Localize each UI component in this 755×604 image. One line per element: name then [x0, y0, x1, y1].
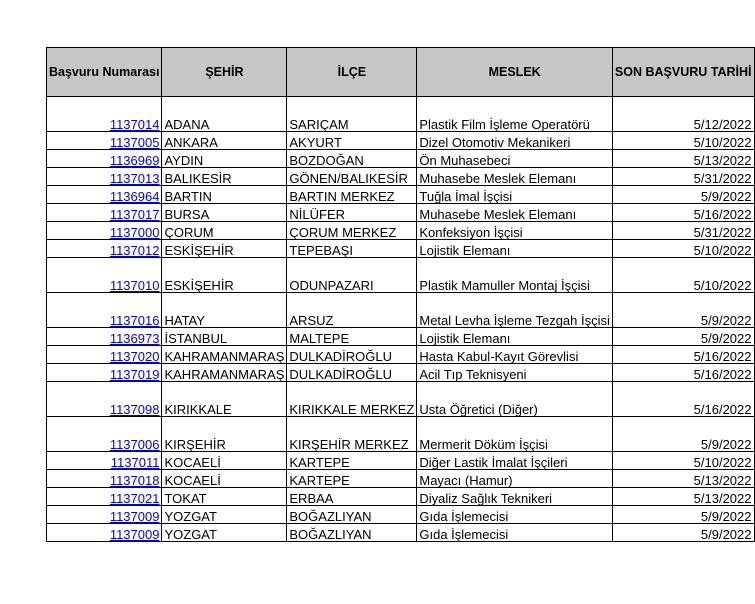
basvuru-link[interactable]: 1136973 — [109, 331, 160, 346]
sehir-cell: KOCAELİ — [162, 452, 287, 470]
table-row — [47, 150, 755, 168]
sehir-cell: YOZGAT — [162, 506, 287, 524]
basvuru-link[interactable]: 1137020 — [109, 349, 160, 364]
ilce-cell: DULKADİROĞLU — [287, 346, 417, 364]
sehir-cell: BARTIN — [162, 186, 287, 204]
table-row — [47, 470, 755, 488]
ilce-cell: AKYURT — [287, 132, 417, 150]
tarih-cell: 5/16/2022 — [612, 382, 754, 417]
table-row — [47, 240, 755, 258]
ilce-cell: SARIÇAM — [287, 97, 417, 132]
sehir-cell: ÇORUM — [162, 222, 287, 240]
basvuru-cell — [47, 506, 162, 524]
meslek-cell: Lojistik Elemanı — [417, 328, 613, 346]
meslek-cell: Plastik Mamuller Montaj İşçisi — [417, 258, 613, 293]
table-row — [47, 452, 755, 470]
ilce-cell: BOĞAZLIYAN — [287, 506, 417, 524]
table-row — [47, 186, 755, 204]
basvuru-cell — [47, 186, 162, 204]
ilce-cell: MALTEPE — [287, 328, 417, 346]
table-row — [47, 364, 755, 382]
tarih-cell: 5/9/2022 — [612, 506, 754, 524]
basvuru-cell — [47, 258, 162, 293]
tarih-cell: 5/10/2022 — [612, 258, 754, 293]
meslek-cell: Muhasebe Meslek Elemanı — [417, 168, 613, 186]
meslek-cell: Muhasebe Meslek Elemanı — [417, 204, 613, 222]
tarih-cell: 5/13/2022 — [612, 470, 754, 488]
sehir-cell: HATAY — [162, 293, 287, 328]
header-sehir: ŞEHİR — [162, 48, 287, 97]
basvuru-cell — [47, 132, 162, 150]
basvuru-cell — [47, 168, 162, 186]
meslek-cell: Gıda İşlemecisi — [417, 524, 613, 542]
basvuru-cell — [47, 222, 162, 240]
basvuru-link[interactable]: 1137009 — [109, 509, 160, 524]
meslek-cell: Gıda İşlemecisi — [417, 506, 613, 524]
tarih-cell: 5/9/2022 — [612, 328, 754, 346]
sehir-cell: KOCAELİ — [162, 470, 287, 488]
meslek-cell: Usta Öğretici (Diğer) — [417, 382, 613, 417]
tarih-cell: 5/9/2022 — [612, 293, 754, 328]
table-body — [47, 97, 755, 542]
meslek-cell: Plastik Film İşleme Operatörü — [417, 97, 613, 132]
sehir-cell: KIRŞEHİR — [162, 417, 287, 452]
table-row — [47, 97, 755, 132]
basvuru-cell — [47, 488, 162, 506]
basvuru-link[interactable]: 1137010 — [109, 278, 160, 293]
sehir-cell: BALIKESİR — [162, 168, 287, 186]
ilce-cell: DULKADİROĞLU — [287, 364, 417, 382]
tarih-cell: 5/16/2022 — [612, 364, 754, 382]
basvuru-link[interactable]: 1136964 — [109, 189, 160, 204]
sehir-cell: KIRIKKALE — [162, 382, 287, 417]
ilce-cell: GÖNEN/BALIKESİR — [287, 168, 417, 186]
basvuru-link[interactable]: 1137011 — [110, 455, 160, 470]
table-row — [47, 524, 755, 542]
ilce-cell: ERBAA — [287, 488, 417, 506]
ilce-cell: ODUNPAZARI — [287, 258, 417, 293]
basvuru-link[interactable]: 1136969 — [109, 153, 160, 168]
table-row — [47, 168, 755, 186]
basvuru-link[interactable]: 1137013 — [109, 171, 160, 186]
basvuru-link[interactable]: 1137017 — [109, 207, 160, 222]
sehir-cell: YOZGAT — [162, 524, 287, 542]
meslek-cell: Metal Levha İşleme Tezgah İşçisi — [417, 293, 613, 328]
basvuru-cell — [47, 524, 162, 542]
ilce-cell: KARTEPE — [287, 452, 417, 470]
tarih-cell: 5/10/2022 — [612, 240, 754, 258]
sehir-cell: BURSA — [162, 204, 287, 222]
header-son-basvuru-tarihi: SON BAŞVURU TARİHİ — [612, 48, 754, 97]
table-row — [47, 346, 755, 364]
basvuru-cell — [47, 364, 162, 382]
basvuru-cell — [47, 346, 162, 364]
sehir-cell: ADANA — [162, 97, 287, 132]
basvuru-cell — [47, 470, 162, 488]
basvuru-link[interactable]: 1137005 — [109, 135, 160, 150]
tarih-cell: 5/13/2022 — [612, 488, 754, 506]
meslek-cell: Ön Muhasebeci — [417, 150, 613, 168]
tarih-cell: 5/10/2022 — [612, 452, 754, 470]
basvuru-cell — [47, 240, 162, 258]
basvuru-cell — [47, 97, 162, 132]
tarih-cell: 5/16/2022 — [612, 346, 754, 364]
basvuru-link[interactable]: 1137012 — [109, 243, 160, 258]
table-header-row — [47, 48, 755, 97]
sehir-cell: İSTANBUL — [162, 328, 287, 346]
basvuru-cell — [47, 452, 162, 470]
basvuru-cell — [47, 417, 162, 452]
meslek-cell: Lojistik Elemanı — [417, 240, 613, 258]
ilce-cell: BOĞAZLIYAN — [287, 524, 417, 542]
basvuru-cell — [47, 382, 162, 417]
basvuru-cell — [47, 328, 162, 346]
ilce-cell: KIRŞEHİR MERKEZ — [287, 417, 417, 452]
basvuru-link[interactable]: 1137019 — [109, 367, 160, 382]
basvuru-link[interactable]: 1137018 — [109, 473, 160, 488]
tarih-cell: 5/12/2022 — [612, 97, 754, 132]
tarih-cell: 5/31/2022 — [612, 222, 754, 240]
header-meslek: MESLEK — [417, 48, 613, 97]
tarih-cell: 5/31/2022 — [612, 168, 754, 186]
table-row — [47, 328, 755, 346]
job-listings-table — [46, 47, 755, 542]
meslek-cell: Diğer Lastik İmalat İşçileri — [417, 452, 613, 470]
basvuru-link[interactable]: 1137021 — [109, 491, 160, 506]
meslek-cell: Mermerit Döküm İşçisi — [417, 417, 613, 452]
tarih-cell: 5/9/2022 — [612, 186, 754, 204]
basvuru-link[interactable]: 1137098 — [109, 402, 160, 417]
table-row — [47, 382, 755, 417]
ilce-cell: ÇORUM MERKEZ — [287, 222, 417, 240]
sehir-cell: ANKARA — [162, 132, 287, 150]
ilce-cell: BARTIN MERKEZ — [287, 186, 417, 204]
ilce-cell: NİLÜFER — [287, 204, 417, 222]
table-row — [47, 488, 755, 506]
tarih-cell: 5/10/2022 — [612, 132, 754, 150]
header-basvuru-numarasi: Başvuru Numarası — [47, 48, 162, 97]
table-row — [47, 506, 755, 524]
ilce-cell: BOZDOĞAN — [287, 150, 417, 168]
table-row — [47, 204, 755, 222]
meslek-cell: Dizel Otomotiv Mekanikeri — [417, 132, 613, 150]
table-row — [47, 293, 755, 328]
tarih-cell: 5/9/2022 — [612, 524, 754, 542]
tarih-cell: 5/9/2022 — [612, 417, 754, 452]
table-row — [47, 222, 755, 240]
basvuru-link[interactable]: 1137014 — [109, 117, 160, 132]
basvuru-link[interactable]: 1137006 — [109, 437, 160, 452]
meslek-cell: Tuğla İmal İşçisi — [417, 186, 613, 204]
table-row — [47, 258, 755, 293]
ilce-cell: KIRIKKALE MERKEZ — [287, 382, 417, 417]
table-row — [47, 132, 755, 150]
sehir-cell: AYDIN — [162, 150, 287, 168]
basvuru-link[interactable]: 1137016 — [109, 313, 160, 328]
basvuru-cell — [47, 293, 162, 328]
basvuru-link[interactable]: 1137000 — [109, 225, 160, 240]
tarih-cell: 5/16/2022 — [612, 204, 754, 222]
sehir-cell: KAHRAMANMARAŞ — [162, 346, 287, 364]
ilce-cell: ARSUZ — [287, 293, 417, 328]
meslek-cell: Hasta Kabul-Kayıt Görevlisi — [417, 346, 613, 364]
meslek-cell: Mayacı (Hamur) — [417, 470, 613, 488]
ilce-cell: TEPEBAŞI — [287, 240, 417, 258]
sehir-cell: KAHRAMANMARAŞ — [162, 364, 287, 382]
sehir-cell: ESKİŞEHİR — [162, 258, 287, 293]
ilce-cell: KARTEPE — [287, 470, 417, 488]
sehir-cell: ESKİŞEHİR — [162, 240, 287, 258]
header-ilce: İLÇE — [287, 48, 417, 97]
meslek-cell: Acil Tıp Teknisyeni — [417, 364, 613, 382]
basvuru-link[interactable]: 1137009 — [109, 527, 160, 542]
basvuru-cell — [47, 204, 162, 222]
meslek-cell: Diyaliz Sağlık Teknikeri — [417, 488, 613, 506]
basvuru-cell — [47, 150, 162, 168]
sehir-cell: TOKAT — [162, 488, 287, 506]
tarih-cell: 5/13/2022 — [612, 150, 754, 168]
meslek-cell: Konfeksiyon İşçisi — [417, 222, 613, 240]
table-row — [47, 417, 755, 452]
